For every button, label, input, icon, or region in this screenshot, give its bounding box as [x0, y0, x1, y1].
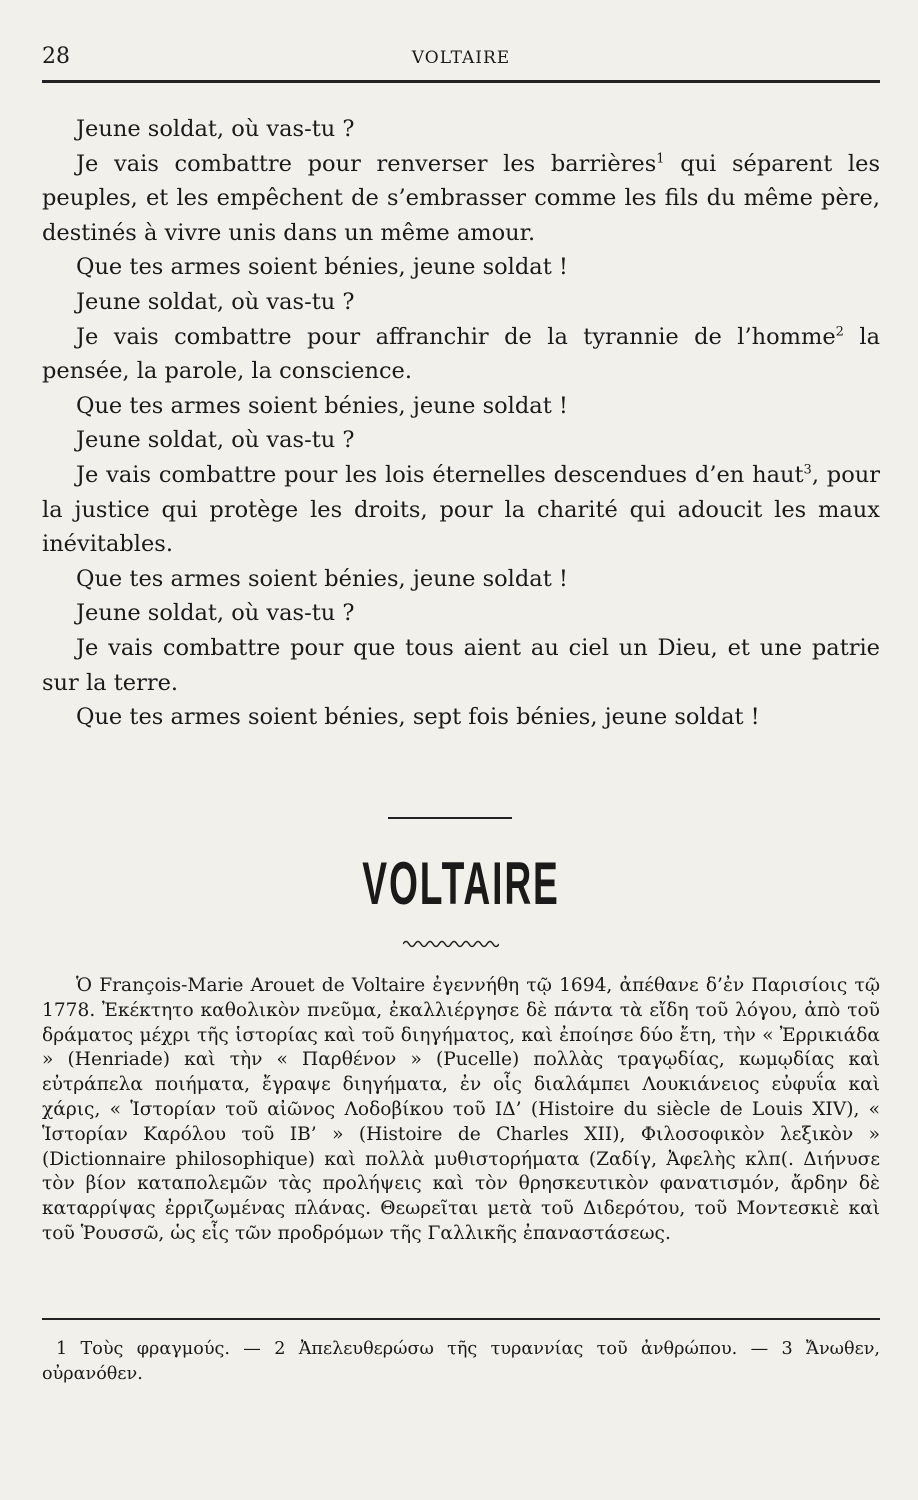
- poem-line: Jeune soldat, où vas-tu ?: [76, 427, 355, 454]
- poem-line: Je vais combattre pour les lois éternelles descendues d’en haut$^3$, pour la justice qui protège les droits, pour la charité qui adoucit les maux inévitables.: [42, 461, 881, 558]
- poem: [42, 112, 880, 735]
- footnote-rule: [42, 1318, 880, 1320]
- page-header: [42, 44, 880, 78]
- footnotes: [42, 1337, 880, 1387]
- section-divider: [388, 817, 512, 819]
- poem-line: Jeune soldat, où vas-tu ?: [76, 600, 355, 627]
- footnotes-text: 1 Τοὺς φραγμούς. — 2 Ἀπελευθερώσω τῆς τυραννίας τοῦ ἀνθρώπου. — 3 Ἄνωθεν, οὐρανόθεν.: [42, 1339, 880, 1384]
- poem-line: Je vais combattre pour que tous aient au ciel un Dieu, et une patrie sur la terre.: [42, 634, 880, 696]
- page-number: 28: [42, 44, 70, 69]
- footnote-marker: 3: [803, 462, 812, 478]
- biography-text: Ὁ François-Marie Arouet de Voltaire ἐγεννήθη τῷ 1694, ἀπέθανε δ’ἐν Παρισίοις τῷ 1778. Ἐκέκτητο καθολικὸν πνεῦμα, ἐκαλλιέργησε δὲ πάντα τὰ εἴδη τοῦ λόγου, ἀπὸ τοῦ δράματος μέχρι τῆς ἱστορίας καὶ τοῦ διηγήματος, καὶ ἐποίησε δύο ἔτη, τὴν « Ἐρρικιάδα » (Henriade) καὶ τὴν « Παρθένον » (Pucelle) πολλὰς τραγῳδίας, κωμῳδίας καὶ εὐτράπελα ποιήματα, ἔγραψε διηγήματα, ἐν οἷς διαλάμπει Λουκιάνειος εὐφυΐα καὶ χάρις, « Ἱστορίαν τοῦ αἰῶνος Λοδοβίκου τοῦ ΙΔ’ (Histoire du siècle de Louis XIV), « Ἱστορίαν Καρόλου τοῦ ΙΒ’ » (Histoire de Charles XII), Φιλοσοφικὸν λεξικὸν » (Dictionnaire philosophique) καὶ πολλὰ μυθιστορήματα (Ζαδίγ, Ἀφελὴς κλπ(. Διήνυσε τὸν βίον καταπολεμῶν τὰς προλήψεις καὶ τὸν θρησκευτικὸν φανατισμόν, ἄρδην δὲ καταρρίψας ἐρριζωμένας πλάνας. Θεωρεῖται μετὰ τοῦ Διδερότου, τοῦ Μοντεσκιὲ καὶ τοῦ Ῥουσσῶ, ὡς εἷς τῶν προδρόμων τῆς Γαλλικῆς ἐπαναστάσεως.: [42, 975, 880, 1244]
- running-head: VOLTAIRE: [411, 48, 511, 68]
- poem-line: Je vais combattre pour renverser les barrières$^1$ qui séparent les peuples, et les empêchent de s’embrasser comme les fils du même père, destinés à vivre unis dans un même amour.: [42, 150, 880, 246]
- biography: [42, 974, 880, 1247]
- poem-line: Que tes armes soient bénies, jeune soldat !: [76, 254, 568, 281]
- header-rule: [42, 80, 880, 83]
- poem-line: Que tes armes soient bénies, jeune soldat !: [76, 565, 568, 592]
- section-title: VOLTAIRE: [362, 850, 560, 917]
- footnote-marker: 1: [656, 151, 665, 167]
- poem-line: Jeune soldat, où vas-tu ?: [76, 288, 355, 315]
- wavy-ornament: [403, 938, 499, 950]
- poem-line: Jeune soldat, où vas-tu ?: [76, 116, 355, 142]
- poem-line: Que tes armes soient bénies, jeune soldat !: [76, 392, 568, 419]
- footnote-marker: 2: [835, 324, 844, 340]
- poem-line: Que tes armes soient bénies, sept fois bénies, jeune soldat !: [76, 704, 760, 731]
- poem-line: Je vais combattre pour affranchir de la tyrannie de l’homme$^2$ la pensée, la parole, la conscience.: [42, 323, 880, 385]
- page: [42, 0, 880, 1500]
